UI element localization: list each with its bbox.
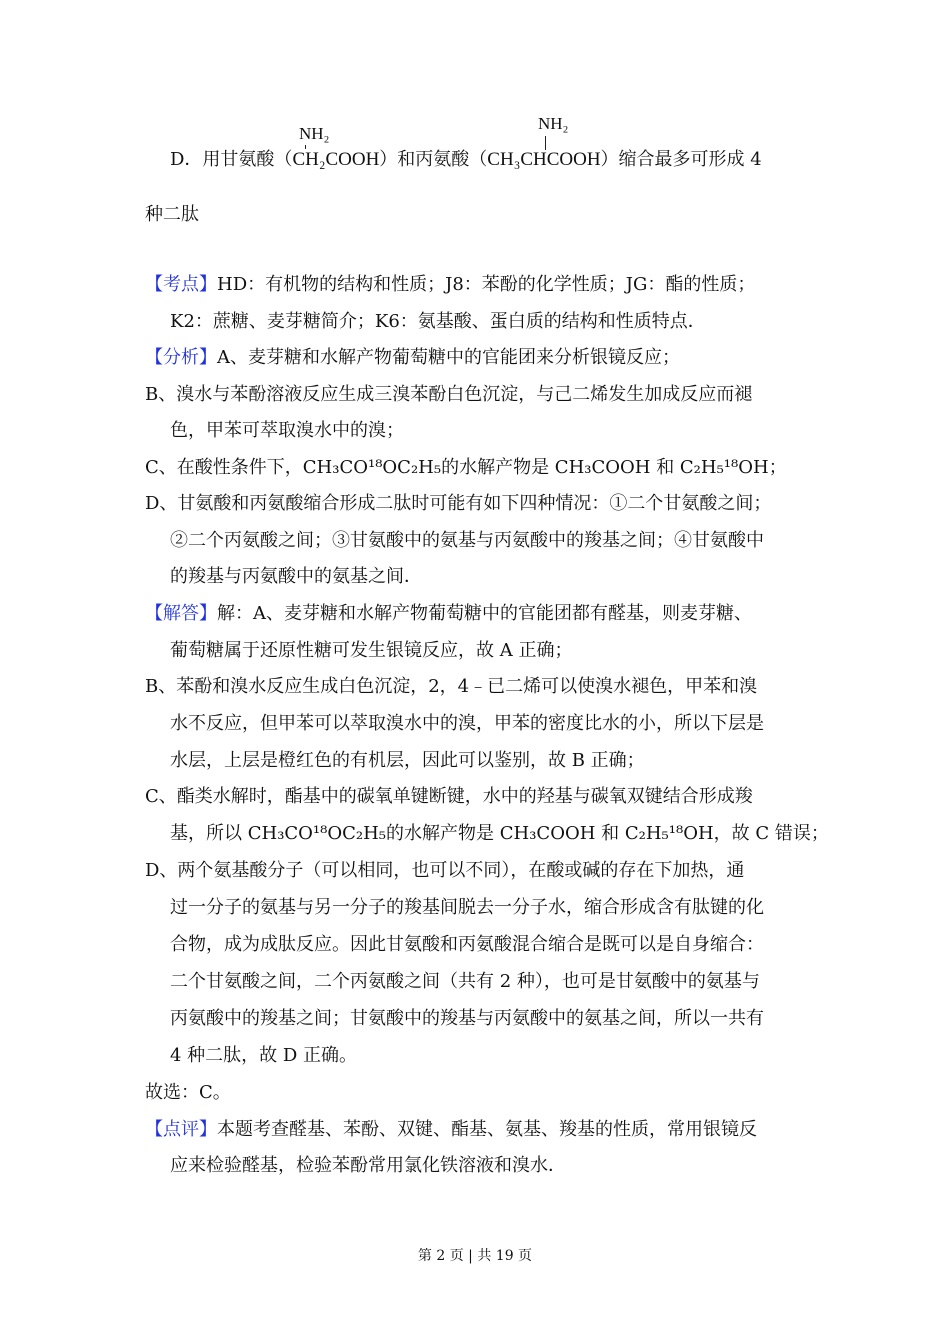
answer-line: 故选：C。 bbox=[145, 1082, 231, 1103]
kaodian-line: K2：蔗糖、麦芽糖简介；K6：氨基酸、蛋白质的结构和性质特点． bbox=[170, 311, 706, 332]
dianping-line: 应来检验醛基，检验苯酚常用氯化铁溶液和溴水． bbox=[170, 1155, 566, 1176]
jieda-line: C、酯类水解时，酯基中的碳氧单键断键，水中的羟基与碳氧双键结合形成羧 bbox=[145, 786, 753, 807]
jieda-line: 水层，上层是橙红色的有机层，因此可以鉴别，故 B 正确； bbox=[170, 750, 645, 771]
fenxi-line: ②二个丙氨酸之间；③甘氨酸中的氨基与丙氨酸中的羧基之间；④甘氨酸中 bbox=[170, 530, 764, 551]
fenxi-line: 的羧基与丙氨酸中的氨基之间． bbox=[170, 566, 422, 587]
jieda-line: 4 种二肽，故 D 正确。 bbox=[170, 1045, 358, 1066]
fenxi-line bbox=[145, 347, 680, 369]
page-footer: 第 2 页 | 共 19 页 bbox=[417, 1248, 533, 1264]
jieda-line: D、两个氨基酸分子（可以相同，也可以不同），在酸或碱的存在下加热，通 bbox=[145, 860, 745, 881]
dianping-line bbox=[145, 1119, 757, 1141]
fenxi-line: 色，甲苯可萃取溴水中的溴； bbox=[170, 420, 404, 441]
text: 解：A、麦芽糖和水解产物葡萄糖中的官能团都有醛基，则麦芽糖、 bbox=[217, 603, 752, 624]
jieda-line: 葡萄糖属于还原性糖可发生银镜反应，故 A 正确； bbox=[170, 640, 573, 661]
jieda-line: 合物，成为成肽反应。因此甘氨酸和丙氨酸混合缩合是既可以是自身缩合： bbox=[170, 934, 764, 955]
jieda-line: 二个甘氨酸之间，二个丙氨酸之间（共有 2 种），也可是甘氨酸中的氨基与 bbox=[170, 971, 760, 992]
jieda-line: 基，所以 CH₃CO¹⁸OC₂H₅的水解产物是 CH₃COOH 和 C₂H₅¹⁸OH，故 C 错误； bbox=[170, 823, 829, 844]
kaodian-tag: 【考点】 bbox=[145, 274, 217, 295]
text: A、麦芽糖和水解产物葡萄糖中的官能团来分析银镜反应； bbox=[217, 347, 680, 368]
option-d-cont: 种二肽 bbox=[145, 204, 199, 225]
jieda-line: 过一分子的氨基与另一分子的羧基间脱去一分子水，缩合形成含有肽键的化 bbox=[170, 897, 764, 918]
jieda-line: 水不反应，但甲苯可以萃取溴水中的溴，甲苯的密度比水的小，所以下层是 bbox=[170, 713, 764, 734]
fenxi-line: B、溴水与苯酚溶液反应生成三溴苯酚白色沉淀，与己二烯发生加成反应而褪 bbox=[145, 384, 753, 405]
text: 本题考查醛基、苯酚、双键、酯基、氨基、羧基的性质，常用银镜反 bbox=[217, 1119, 757, 1140]
dianping-tag: 【点评】 bbox=[145, 1119, 217, 1140]
fenxi-line: C、在酸性条件下，CH₃CO¹⁸OC₂H₅的水解产物是 CH₃COOH 和 C₂H₅¹⁸OH； bbox=[145, 457, 787, 478]
nh2-alanine: NH₂ bbox=[538, 114, 569, 133]
alanine-formula: CH₃CHCOOH bbox=[487, 149, 601, 170]
jieda-line: B、苯酚和溴水反应生成白色沉淀，2，4﹣已二烯可以使溴水褪色，甲苯和溴 bbox=[145, 676, 758, 697]
text: ）缩合最多可形成 4 bbox=[600, 149, 762, 170]
nh2-glycine: NH₂ bbox=[299, 124, 330, 143]
text: ）和丙氨酸（ bbox=[379, 149, 488, 170]
fenxi-line: D、甘氨酸和丙氨酸缩合形成二肽时可能有如下四种情况：①二个甘氨酸之间； bbox=[145, 493, 772, 514]
option-d-line bbox=[170, 149, 762, 171]
bond-line bbox=[545, 136, 546, 150]
kaodian-line bbox=[145, 274, 755, 296]
jieda-tag: 【解答】 bbox=[145, 603, 217, 624]
text: HD：有机物的结构和性质；J8：苯酚的化学性质；JG：酯的性质； bbox=[217, 274, 756, 295]
jieda-line: 丙氨酸中的羧基之间；甘氨酸中的羧基与丙氨酸中的氨基之间，所以一共有 bbox=[170, 1008, 764, 1029]
glycine-formula: CH₂COOH bbox=[292, 149, 380, 170]
text: D．用甘氨酸（ bbox=[170, 149, 293, 170]
fenxi-tag: 【分析】 bbox=[145, 347, 217, 368]
jieda-line bbox=[145, 603, 752, 625]
